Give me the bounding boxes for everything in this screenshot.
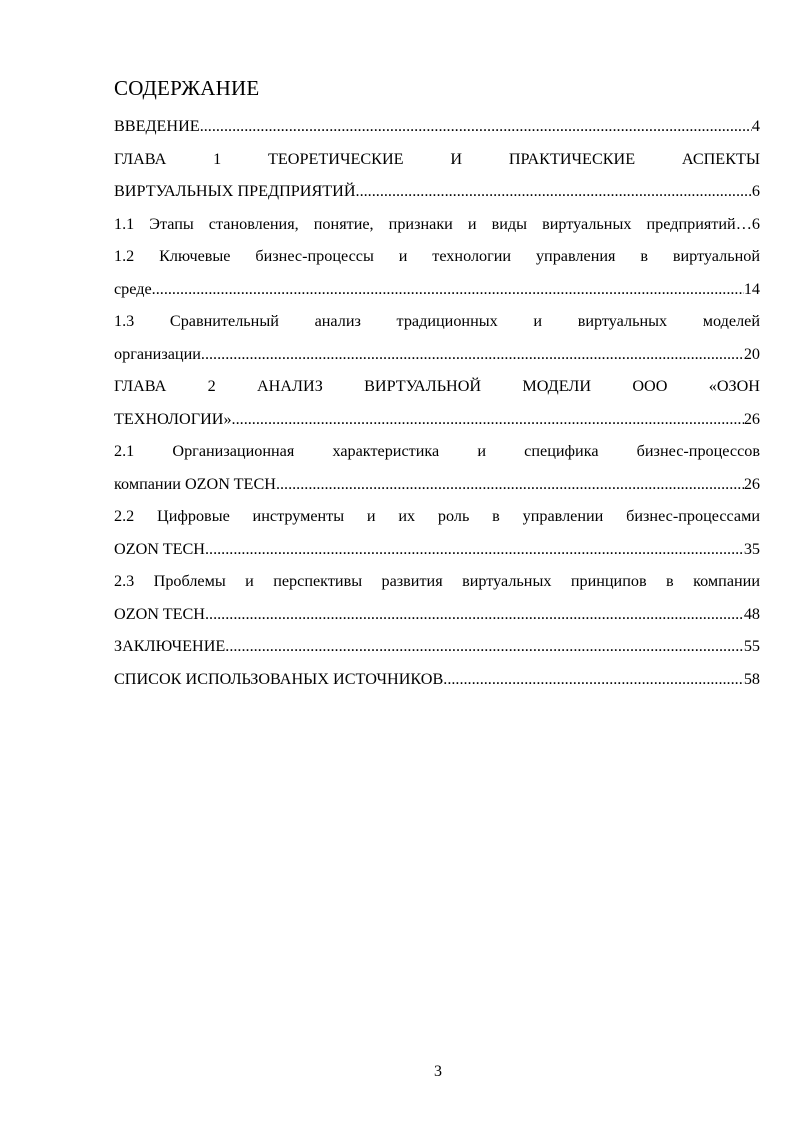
toc-page-number: 55 bbox=[743, 637, 760, 655]
toc-entry-label-continued: OZON TECH bbox=[114, 604, 205, 623]
toc-page-number: 35 bbox=[743, 539, 760, 558]
dot-leader bbox=[225, 630, 744, 663]
dot-leader bbox=[356, 175, 752, 208]
toc-entry-introduction[interactable] bbox=[114, 110, 760, 143]
toc-entry-section-1-1[interactable] bbox=[114, 208, 760, 241]
toc-entry-label: 1.3 Сравнительный анализ традиционных и виртуальных моделей bbox=[114, 312, 760, 330]
toc-entry-sources[interactable] bbox=[114, 663, 760, 696]
toc-page-number: 4 bbox=[751, 117, 760, 135]
toc-page-number: 20 bbox=[743, 344, 760, 363]
toc-entry-label-continued: OZON TECH bbox=[114, 539, 205, 558]
toc-entry-label: 2.3 Проблемы и перспективы развития виртуальных принципов в компании bbox=[114, 572, 760, 590]
toc-entry-label: ГЛАВА 1 ТЕОРЕТИЧЕСКИЕ И ПРАКТИЧЕСКИЕ АСПЕКТЫ bbox=[114, 149, 760, 168]
table-of-contents bbox=[114, 110, 760, 695]
toc-page-number: 14 bbox=[743, 279, 760, 298]
dot-leader bbox=[152, 273, 744, 306]
page-title: СОДЕРЖАНИЕ bbox=[114, 76, 260, 100]
dot-leader bbox=[276, 468, 744, 501]
toc-entry-section-1-3[interactable] bbox=[114, 305, 760, 370]
page-number: 3 bbox=[434, 1063, 442, 1080]
toc-entry-label-continued: компании OZON TECH bbox=[114, 474, 276, 493]
toc-entry-label-continued: организации bbox=[114, 344, 201, 363]
toc-entry-section-2-1[interactable] bbox=[114, 435, 760, 500]
dot-leader bbox=[232, 403, 744, 436]
toc-entry-label: 2.1 Организационная характеристика и специфика бизнес-процессов bbox=[114, 442, 760, 460]
dot-leader bbox=[201, 338, 744, 371]
toc-entry-label: 1.2 Ключевые бизнес-процессы и технологии управления в виртуальной bbox=[114, 247, 760, 265]
toc-entry-label-continued: среде bbox=[114, 279, 152, 298]
toc-entry-chapter-2[interactable] bbox=[114, 370, 760, 435]
dot-leader bbox=[205, 533, 744, 566]
toc-entry-section-2-3[interactable] bbox=[114, 565, 760, 630]
toc-entry-label: ЗАКЛЮЧЕНИЕ bbox=[114, 637, 226, 655]
toc-entry-label: СПИСОК ИСПОЛЬЗОВАНЫХ ИСТОЧНИКОВ bbox=[114, 669, 444, 688]
dot-leader bbox=[205, 598, 744, 631]
toc-page-number: 26 bbox=[743, 474, 760, 493]
toc-entry-label: 2.2 Цифровые инструменты и их роль в управлении бизнес-процессами bbox=[114, 507, 760, 525]
toc-entry-label-continued: ВИРТУАЛЬНЫХ ПРЕДПРИЯТИЙ bbox=[114, 182, 356, 200]
toc-entry-label: ВВЕДЕНИЕ bbox=[114, 117, 200, 135]
dot-leader bbox=[443, 663, 744, 696]
toc-page-number: 58 bbox=[743, 669, 760, 688]
toc-entry-label: 1.1 Этапы становления, понятие, признаки и виды виртуальных предприятий…6 bbox=[114, 214, 760, 233]
toc-entry-chapter-1[interactable] bbox=[114, 143, 760, 208]
toc-entry-label: ГЛАВА 2 АНАЛИЗ ВИРТУАЛЬНОЙ МОДЕЛИ ООО «ОЗОН bbox=[114, 377, 760, 395]
dot-leader bbox=[200, 110, 752, 143]
toc-entry-label-continued: ТЕХНОЛОГИИ» bbox=[114, 409, 232, 428]
toc-entry-section-1-2[interactable] bbox=[114, 240, 760, 305]
toc-entry-conclusion[interactable] bbox=[114, 630, 760, 663]
toc-page-number: 26 bbox=[743, 409, 760, 428]
toc-entry-section-2-2[interactable] bbox=[114, 500, 760, 565]
toc-page-number: 6 bbox=[751, 182, 760, 200]
toc-page-number: 48 bbox=[743, 604, 760, 623]
